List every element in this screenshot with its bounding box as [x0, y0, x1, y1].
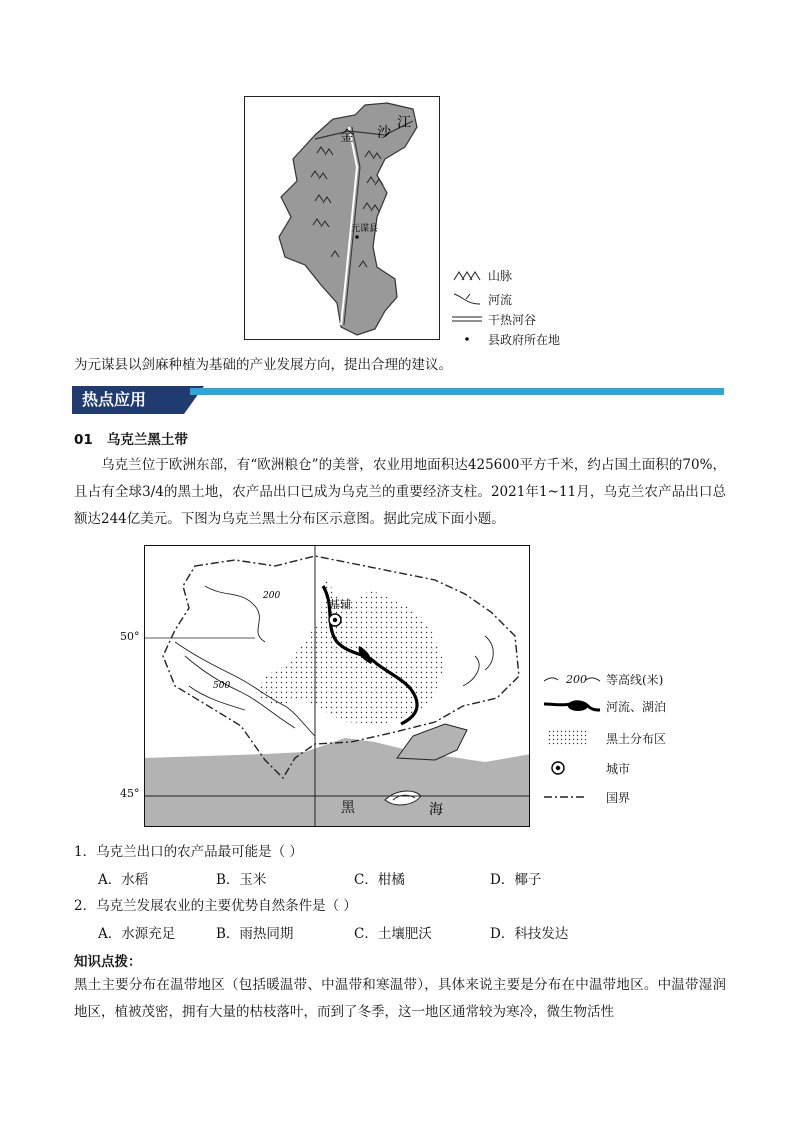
intro-line: 为元谋县以剑麻种植为基础的产业发展方向，提出合理的建议。	[74, 357, 452, 373]
legend-county-seat-label: 县政府所在地	[488, 332, 561, 347]
contour-label-200: 200	[263, 591, 281, 601]
legend-mountain	[452, 266, 512, 284]
banner-title: 热点应用	[72, 386, 184, 414]
legend-border	[544, 788, 630, 806]
knowledge-heading: 知识点拨：	[74, 954, 142, 970]
legend-border-label: 国界	[606, 790, 631, 805]
legend-black-soil	[544, 729, 666, 747]
legend-river-lake-label: 河流、湖泊	[606, 699, 667, 714]
legend-contour	[544, 670, 663, 688]
city-icon	[544, 760, 600, 776]
legend-river-label: 河流	[488, 292, 513, 307]
label-jin: 金	[340, 129, 354, 145]
dry-valley-icon	[452, 312, 482, 326]
knowledge-text: 黑土主要分布在温带地区（包括暖温带、中温带和寒温带），具体来说主要是分布在中温带地区。中温带湿润地区，植被茂密，拥有大量的枯枝落叶，而到了冬季，这一地区通常较为寒冷，微生物活性	[74, 977, 726, 1020]
q1-option-d[interactable]: D．椰子	[490, 872, 542, 888]
section-number: 01	[74, 432, 93, 448]
legend-city	[544, 759, 630, 777]
legend-dry-valley	[452, 310, 536, 328]
label-county: 元谋县	[351, 224, 379, 234]
legend-contour-value: 200	[566, 672, 587, 686]
river-lake-icon	[544, 698, 600, 714]
legend-city-label: 城市	[606, 761, 631, 776]
banner-accent-bar	[190, 388, 724, 395]
q2-option-d[interactable]: D．科技发达	[490, 926, 569, 942]
city-label: 基辅	[329, 598, 351, 611]
contour-label-500: 500	[213, 681, 231, 691]
legend-black-soil-label: 黑土分布区	[606, 731, 667, 746]
lat-45: 45°	[120, 787, 140, 800]
q2-option-b[interactable]: B．雨热同期	[216, 926, 294, 942]
legend-river	[452, 290, 512, 308]
label-jiang: 江	[397, 115, 411, 131]
label-sha: 沙	[377, 125, 391, 141]
question-1-stem: 1．乌克兰出口的农产品最可能是（ ）	[74, 844, 303, 860]
section-title: 乌克兰黑土带	[106, 432, 188, 448]
ukraine-map	[144, 545, 530, 827]
q2-option-a[interactable]: A．水源充足	[98, 926, 176, 942]
legend-dry-valley-label: 干热河谷	[488, 312, 537, 327]
lat-50: 50°	[120, 630, 140, 643]
mountain-icon	[452, 268, 482, 282]
legend-river-lake	[544, 697, 666, 715]
river-icon	[452, 292, 482, 306]
section-banner	[72, 386, 724, 414]
q1-option-a[interactable]: A．水稻	[98, 872, 149, 888]
yuanmou-map	[244, 96, 440, 340]
dotted-area-icon	[544, 730, 600, 746]
sea-label-1: 黑	[341, 800, 355, 816]
dot-icon	[452, 332, 482, 346]
section-heading	[74, 428, 188, 448]
question-2-stem: 2．乌克兰发展农业的主要优势自然条件是（ ）	[74, 898, 357, 914]
legend-contour-label: 等高线(米)	[606, 672, 664, 687]
q1-option-b[interactable]: B．玉米	[216, 872, 267, 888]
sea-label-2: 海	[429, 802, 443, 818]
q2-option-c[interactable]: C．土壤肥沃	[354, 926, 432, 942]
legend-county-seat	[452, 330, 560, 348]
passage: 乌克兰位于欧洲东部，有“欧洲粮仓”的美誉，农业用地面积达425600平方千米，约占国土面积的70%，且占有全球3/4的黑土地，农产品出口已成为乌克兰的重要经济支柱。2021年1~11月，乌克兰农产品出口总额达244亿美元。下图为乌克兰黑土分布区示意图。据此完成下面小题。	[74, 457, 726, 527]
legend-mountain-label: 山脉	[488, 268, 513, 283]
border-line-icon	[544, 789, 600, 805]
q1-option-c[interactable]: C．柑橘	[354, 872, 405, 888]
